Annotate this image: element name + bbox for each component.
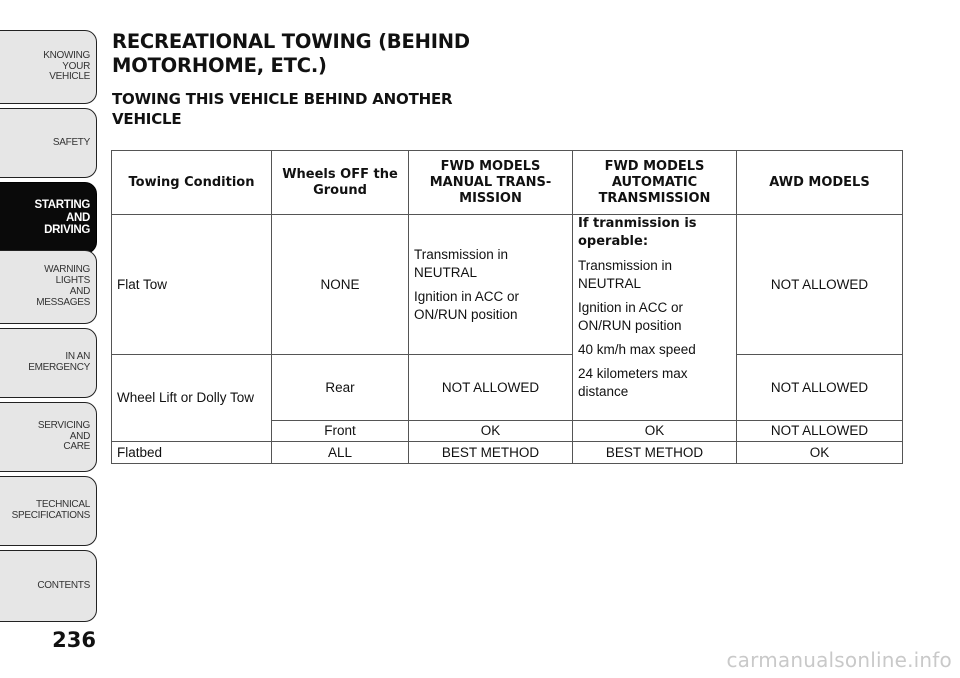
cell-condition: Wheel Lift or Dolly Tow bbox=[112, 355, 272, 442]
manual-line: Transmission in NEUTRAL bbox=[414, 246, 509, 280]
header-awd: AWD MODELS bbox=[737, 151, 903, 215]
header-towing-condition: Towing Condition bbox=[112, 151, 272, 215]
tab-label: CONTENTS bbox=[37, 579, 90, 591]
table-row-wheel-lift-rear bbox=[112, 355, 903, 421]
manual-line: Ignition in ACC or ON/RUN position bbox=[414, 288, 520, 322]
tab-label: KNOWING YOUR VEHICLE bbox=[43, 49, 90, 83]
cell-fwd-automatic-merged bbox=[573, 215, 737, 421]
header-wheels-off: Wheels OFF the Ground bbox=[272, 151, 409, 215]
tab-technical-specifications[interactable] bbox=[0, 476, 97, 546]
tab-label: TECHNICAL SPECIFICATIONS bbox=[11, 499, 90, 521]
cell-fwd-automatic: OK bbox=[573, 421, 737, 442]
tab-safety[interactable] bbox=[0, 108, 97, 178]
section-subheading: TOWING THIS VEHICLE BEHIND ANOTHER VEHICLE bbox=[112, 90, 453, 128]
section-heading: RECREATIONAL TOWING (BEHIND MOTORHOME, ETC.) bbox=[112, 30, 470, 77]
header-fwd-manual: FWD MODELS MANUAL TRANS-MISSION bbox=[409, 151, 573, 215]
cell-wheels-off: Rear bbox=[272, 355, 409, 421]
cell-fwd-automatic: BEST METHOD bbox=[573, 442, 737, 464]
tab-starting-and-driving[interactable] bbox=[0, 182, 97, 254]
cell-fwd-manual: OK bbox=[409, 421, 573, 442]
watermark: carmanualsonline.info bbox=[726, 648, 952, 672]
automatic-condition-title: If tranmission is operable: bbox=[578, 216, 697, 249]
tab-contents[interactable] bbox=[0, 550, 97, 622]
cell-fwd-manual bbox=[409, 215, 573, 355]
cell-condition: Flat Tow bbox=[112, 215, 272, 355]
tab-label: SERVICING AND CARE bbox=[37, 419, 90, 453]
cell-condition: Flatbed bbox=[112, 442, 272, 464]
cell-awd: OK bbox=[737, 442, 903, 464]
page-number: 236 bbox=[52, 628, 96, 652]
tab-knowing-your-vehicle[interactable] bbox=[0, 30, 97, 104]
cell-awd: NOT ALLOWED bbox=[737, 355, 903, 421]
header-fwd-automatic: FWD MODELS AUTOMATIC TRANSMISSION bbox=[573, 151, 737, 215]
cell-wheels-off: Front bbox=[272, 421, 409, 442]
table-header-row bbox=[112, 151, 903, 215]
automatic-line: 40 km/h max speed bbox=[578, 342, 696, 357]
tab-label: SAFETY bbox=[52, 136, 90, 148]
tab-in-an-emergency[interactable] bbox=[0, 328, 97, 398]
cell-awd: NOT ALLOWED bbox=[737, 421, 903, 442]
automatic-line: Transmission in NEUTRAL bbox=[578, 258, 673, 291]
tab-label: WARNING LIGHTS AND MESSAGES bbox=[36, 264, 90, 308]
cell-fwd-manual: NOT ALLOWED bbox=[409, 355, 573, 421]
cell-wheels-off: NONE bbox=[272, 215, 409, 355]
tab-servicing-and-care[interactable] bbox=[0, 402, 97, 472]
towing-table bbox=[111, 150, 903, 464]
table-row-flat-tow bbox=[112, 215, 903, 355]
tab-label: STARTING AND DRIVING bbox=[34, 199, 90, 237]
cell-wheels-off: ALL bbox=[272, 442, 409, 464]
automatic-line: Ignition in ACC or ON/RUN position bbox=[578, 300, 684, 333]
cell-fwd-manual: BEST METHOD bbox=[409, 442, 573, 464]
table-row-flatbed bbox=[112, 442, 903, 464]
tab-warning-lights-and-messages[interactable] bbox=[0, 250, 97, 324]
cell-awd: NOT ALLOWED bbox=[737, 215, 903, 355]
automatic-line: 24 kilometers max distance bbox=[578, 366, 688, 399]
tab-label: IN AN EMERGENCY bbox=[28, 351, 90, 373]
